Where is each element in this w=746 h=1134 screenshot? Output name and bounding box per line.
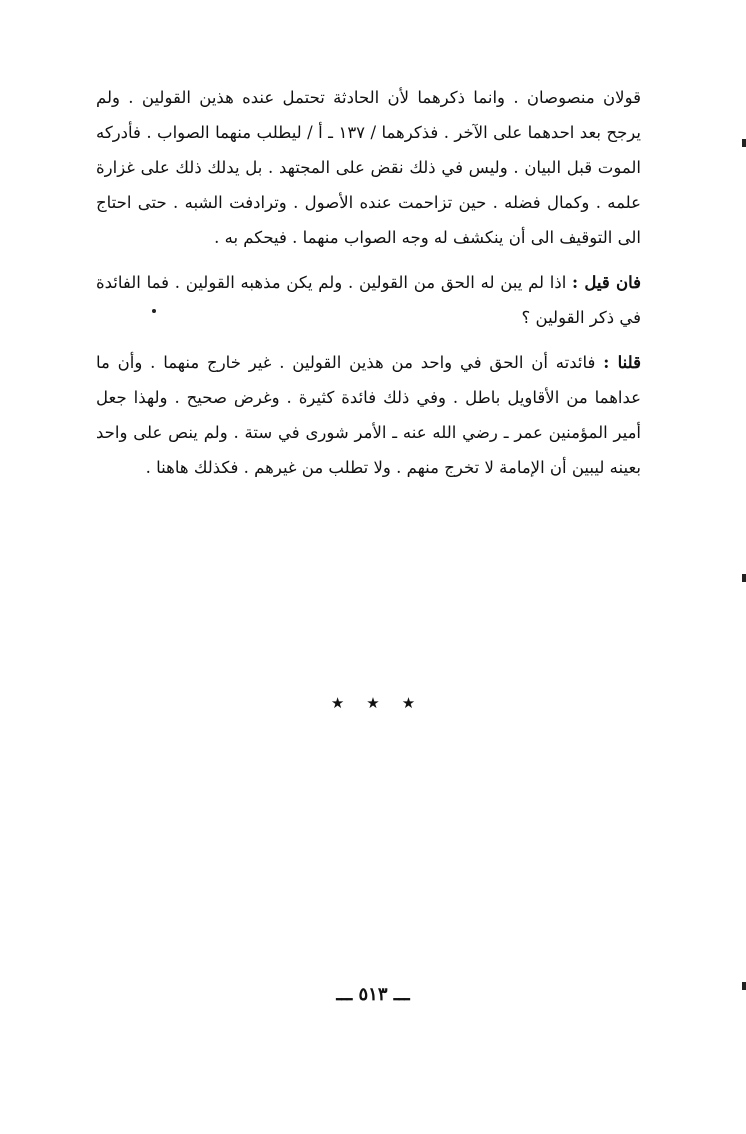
paragraph-3-text: فائدته أن الحق في واحد من هذين القولين . غير خارج منهما . وأن ما عداهما من الأقاويل باطل . وفي ذلك فائدة كثيرة . وغرض صحيح . ولهذا جعل أمير المؤمنين عمر ـ رضي الله عنه ـ الأمر شورى في ستة . ولم ينص على واحد بعينه ليبين أن الإمامة لا تخرج منهم . ولا تطلب من غيرهم . فكذلك هاهنا . xyxy=(96,353,641,477)
paragraph-2-text: اذا لم يبن له الحق من القولين . ولم يكن مذهبه القولين . فما الفائدة في ذكر القولين ؟ xyxy=(96,273,641,327)
paragraph-3 xyxy=(96,345,641,485)
paragraph-2 xyxy=(96,265,641,335)
scan-edge-mark xyxy=(742,574,746,582)
paragraph-3-lead: قلنا : xyxy=(603,353,641,372)
paragraph-1-text: قولان منصوصان . وانما ذكرهما لأن الحادثة تحتمل عنده هذين القولين . ولم يرجح بعد احدهما على الآخر . فذكرهما / ١٣٧ ـ أ / ليطلب منهما الصواب . فأدركه الموت قبل البيان . وليس في ذلك نقض على المجتهد . بل يدلك ذلك على غزارة علمه . وكمال فضله . حين تزاحمت عنده الأصول . وترادفت الشبه . حتى احتاج الى التوقيف الى أن ينكشف له وجه الصواب منهما . فيحكم به . xyxy=(96,88,641,247)
paragraph-2-lead: فان قيل : xyxy=(572,273,641,292)
paragraph-1 xyxy=(96,80,641,255)
scan-edge-mark xyxy=(742,139,746,147)
section-divider-stars: ★★★ xyxy=(330,694,438,712)
scan-edge-mark xyxy=(742,982,746,990)
page-number: ـــ ٥١٣ ـــ xyxy=(336,984,410,1005)
scan-speck-dot xyxy=(152,309,156,313)
page-body xyxy=(96,80,641,485)
